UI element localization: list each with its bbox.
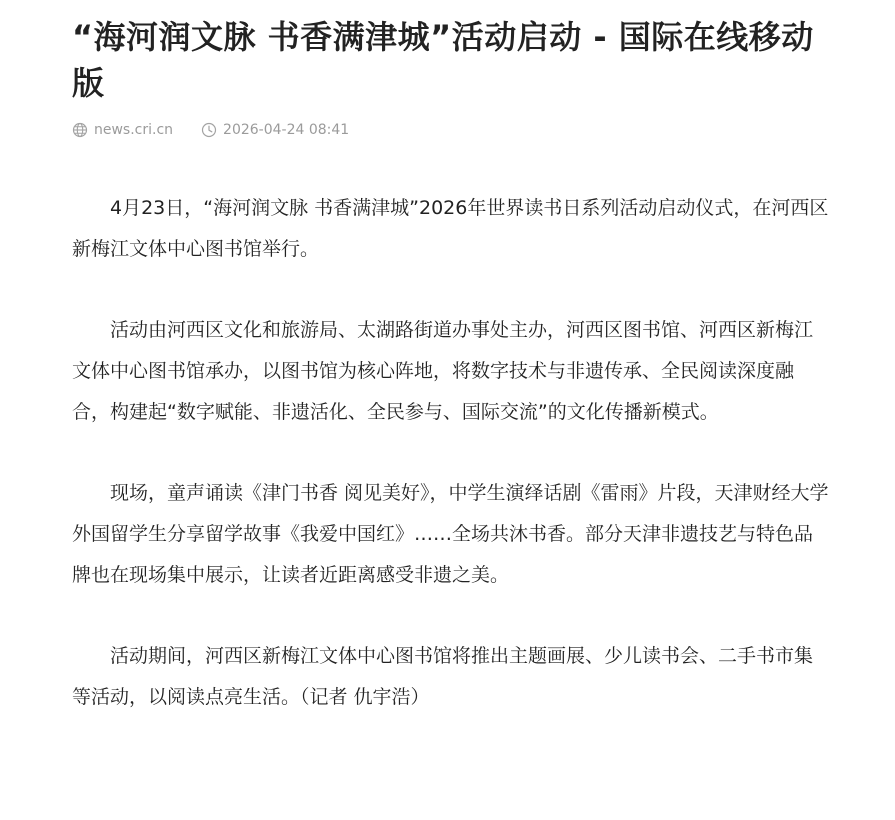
clock-icon (201, 122, 217, 138)
source-info (72, 122, 173, 138)
article (72, 14, 830, 758)
article-paragraph-4: 活动期间，河西区新梅江文体中心图书馆将推出主题画展、少儿读书会、二手书市集等活动，以阅读点亮生活。（记者 仇宇浩） (72, 645, 814, 708)
article-content (72, 188, 830, 718)
globe-icon (72, 122, 88, 138)
datetime-info (201, 122, 349, 138)
article-meta (72, 118, 830, 142)
article-paragraph-3: 现场，童声诵读《津门书香 阅见美好》，中学生演绎话剧《雷雨》片段，天津财经大学外国留学生分享留学故事《我爱中国红》……全场共沐书香。部分天津非遗技艺与特色品牌也在现场集中展示，让读者近距离感受非遗之美。 (72, 482, 829, 586)
article-paragraph-2: 活动由河西区文化和旅游局、太湖路街道办事处主办，河西区图书馆、河西区新梅江文体中心图书馆承办，以图书馆为核心阵地，将数字技术与非遗传承、全民阅读深度融合，构建起“数字赋能、非遗活化、全民参与、国际交流”的文化传播新模式。 (72, 319, 814, 423)
article-source: news.cri.cn (94, 122, 174, 138)
article-paragraph-1: 4月23日，“海河润文脉 书香满津城”2026年世界读书日系列活动启动仪式，在河西区新梅江文体中心图书馆举行。 (72, 197, 829, 260)
article-title: “海河润文脉 书香满津城”活动启动 - 国际在线移动版 (72, 18, 814, 102)
article-datetime: 2026-04-24 08:41 (223, 122, 350, 138)
